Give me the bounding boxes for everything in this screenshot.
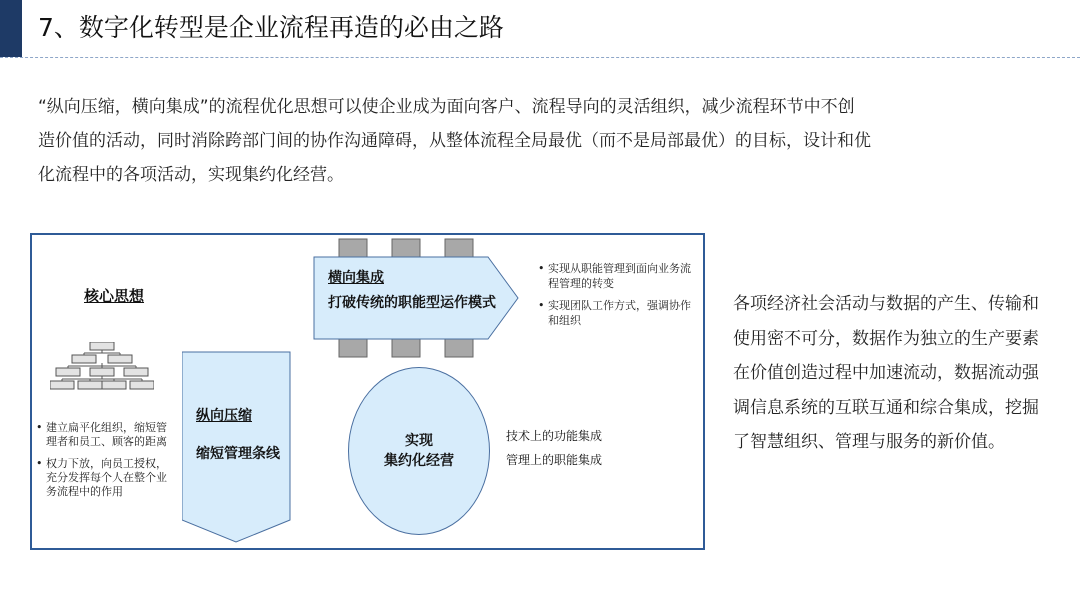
intro-paragraph	[38, 90, 1042, 192]
page-title: 7、数字化转型是企业流程再造的必由之路	[38, 13, 504, 42]
block-bottom-3	[445, 337, 473, 357]
block-top-3	[445, 239, 473, 259]
block-top-1	[339, 239, 367, 259]
horizontal-integration-bullets	[538, 261, 698, 335]
intro-line-2: 造价值的活动，同时消除跨部门间的协作沟通障碍，从整体流程全局最优（而不是局部最优）的目标，设计和优	[38, 131, 871, 151]
title-divider	[0, 57, 1080, 58]
oval-line-1: 实现	[405, 433, 433, 449]
intro-line-3: 化流程中的各项活动，实现集约化经营。	[38, 165, 344, 185]
title-accent-bar	[0, 0, 22, 57]
intensive-management-label	[352, 431, 486, 471]
horizontal-bullet-1: • 实现从职能管理到面向业务流程管理的转变	[538, 261, 698, 291]
horizontal-bullet-2: • 实现团队工作方式，强调协作和组织	[538, 298, 698, 328]
block-top-2	[392, 239, 420, 259]
horizontal-integration-title: 横向集成	[328, 270, 384, 286]
horizontal-integration-desc: 打破传统的职能型运作模式	[328, 295, 496, 311]
core-idea-bullet-2: • 权力下放，向员工授权，充分发挥每个人在整个业务流程中的作用	[36, 457, 176, 499]
vertical-compression-title: 纵向压缩	[196, 408, 252, 424]
core-idea-title: 核心思想	[84, 287, 145, 305]
oval-line-2: 集约化经营	[384, 453, 454, 469]
org-chart-icon	[50, 342, 154, 398]
oval-note-management: 管理上的职能集成	[506, 453, 603, 467]
oval-note-technical: 技术上的功能集成	[506, 429, 603, 443]
block-bottom-2	[392, 337, 420, 357]
vertical-compression-desc: 缩短管理条线	[196, 446, 280, 462]
intro-line-1: “纵向压缩，横向集成”的流程优化思想可以使企业成为面向客户、流程导向的灵活组织，减少流程环节中不创	[38, 97, 855, 117]
core-idea-bullet-1: • 建立扁平化组织，缩短管理者和员工、顾客的距离	[36, 421, 176, 449]
core-idea-bullets	[36, 421, 176, 507]
block-bottom-1	[339, 337, 367, 357]
side-paragraph: 各项经济社会活动与数据的产生、传输和使用密不可分，数据作为独立的生产要素在价值创造过程中加速流动，数据流动强调信息系统的互联互通和综合集成，挖掘了智慧组织、管理与服务的新价值。	[733, 294, 1039, 452]
process-reengineering-diagram	[30, 233, 705, 550]
